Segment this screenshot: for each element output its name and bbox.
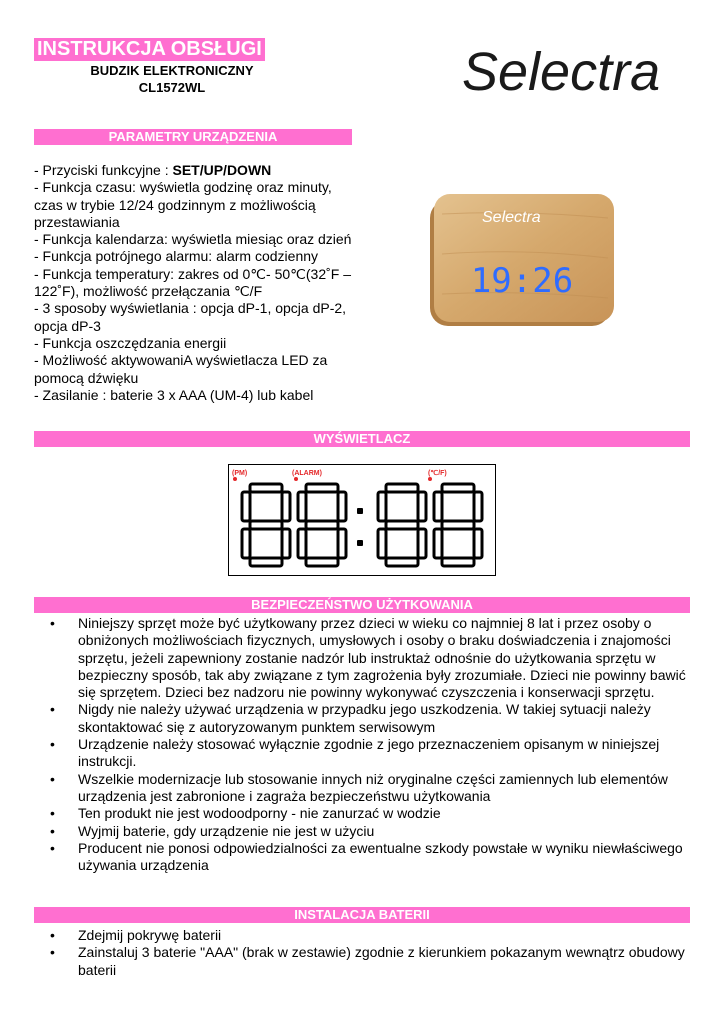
colon-dot-bottom — [357, 540, 363, 546]
bullet-icon: • — [50, 615, 55, 631]
list-item — [50, 944, 690, 979]
param-item — [34, 248, 356, 265]
param-text: - Funkcja temperatury: zakres od 0℃- 50℃(32˚F – 122˚F), możliwość przełączania ℃/F — [34, 265, 352, 300]
digit-4-segment — [434, 492, 442, 521]
digit-4-segment — [474, 529, 482, 558]
params-list — [34, 162, 356, 404]
clock-product-photo — [422, 174, 622, 334]
list-item-text: Wszelkie modernizacje lub stosowanie innych niż oryginalne części zamiennych lub elementów urządzenia jest zabronione i zagraża bezpieczeństwu użytkowania — [78, 770, 668, 804]
safety-list — [50, 615, 690, 874]
param-text: - Funkcja czasu: wyświetla godzinę oraz minuty, czas w trybie 12/24 godzinnym z możliwością przestawiania — [34, 179, 332, 230]
list-item — [50, 701, 690, 736]
digit-2-segment — [306, 484, 338, 492]
param-item — [34, 179, 356, 231]
list-item — [50, 840, 690, 875]
list-item-text: Urządzenie należy stosować wyłącznie zgodnie z jego przeznaczeniem opisanym w niniejszej instrukcji. — [78, 736, 660, 770]
digit-2-segment — [306, 521, 338, 529]
param-item — [34, 162, 356, 179]
unit-dot — [428, 477, 432, 481]
digit-3-segment — [378, 492, 386, 521]
alarm-indicator: (ALARM) — [292, 470, 322, 477]
digit-2-segment — [338, 529, 346, 558]
list-item — [50, 615, 690, 701]
digit-4-segment — [442, 484, 474, 492]
digit-2-segment — [338, 492, 346, 521]
model-number: CL1572WL — [138, 80, 206, 95]
bullet-icon: • — [50, 770, 55, 787]
pm-dot — [233, 477, 237, 481]
param-item — [34, 266, 356, 301]
param-text: - Zasilanie : baterie 3 x AAA (UM-4) lub kabel — [34, 386, 314, 403]
digit-3-segment — [386, 558, 418, 566]
param-item — [34, 231, 356, 248]
digit-1-segment — [282, 492, 290, 521]
document-title: INSTRUKCJA OBSŁUGI — [34, 38, 265, 61]
digit-4-segment — [442, 558, 474, 566]
clock-led-time: 19:26 — [470, 261, 574, 301]
selectra-logo — [462, 40, 688, 102]
digit-1-segment — [250, 484, 282, 492]
display-diagram — [228, 464, 496, 576]
bullet-icon: • — [50, 805, 55, 822]
digit-3-segment — [418, 529, 426, 558]
list-item-text: Nigdy nie należy używać urządzenia w przypadku jego uszkodzenia. W takiej sytuacji należy skontaktować się z autoryzowanym punktem serwisowym — [78, 701, 651, 735]
bullet-icon: • — [50, 736, 55, 753]
bullet-icon: • — [50, 927, 55, 943]
list-item-text: Wyjmij baterie, gdy urządzenie nie jest w użyciu — [78, 822, 375, 839]
list-item-text: Niniejszy sprzęt może być użytkowany przez dzieci w wieku co najmniej 8 lat i przez osoby o obniżonych możliwościach fizycznych, umysłowych i osoby o braku doświadczenia i znajomości sprzętu, jeżeli zapewniony zostanie nadzór lub instruktaż odnośnie do użytkowania sprzętu w bezpieczny sposób, tak aby związane z tym zagrożenia były zrozumiałe. Dzieci nie powinny bawić się sprzętem. Dzieci bez nadzoru nie powinny wykonywać czyszczenia i konserwacji sprzętu. — [78, 615, 686, 701]
param-item — [34, 300, 356, 335]
display-heading: WYŚWIETLACZ — [34, 431, 690, 447]
param-text: - 3 sposoby wyświetlania : opcja dP-1, opcja dP-2, opcja dP-3 — [34, 300, 347, 334]
digit-1-segment — [242, 492, 250, 521]
digit-2-segment — [306, 558, 338, 566]
list-item — [50, 927, 690, 944]
safety-heading: BEZPIECZEŃSTWO UŻYTKOWANIA — [34, 597, 690, 613]
unit-indicator: (℃/F) — [428, 470, 447, 477]
list-item-text: Producent nie ponosi odpowiedzialności za ewentualne szkody powstałe w wyniku niewłaściwego używania urządzenia — [78, 839, 683, 874]
list-item-text: Zdejmij pokrywę baterii — [78, 927, 222, 943]
param-item — [34, 335, 356, 352]
list-item-text: Ten produkt nie jest wodoodporny - nie zanurzać w wodzie — [78, 805, 441, 822]
pm-indicator: (PM) — [232, 470, 248, 477]
document-subtitle: BUDZIK ELEKTRONICZNY — [90, 63, 254, 78]
param-bold-text: SET/UP/DOWN — [172, 162, 272, 178]
param-text: - Funkcja kalendarza: wyświetla miesiąc oraz dzień — [34, 231, 352, 248]
params-heading: PARAMETRY URZĄDZENIA — [34, 129, 352, 145]
param-text: - Funkcja potrójnego alarmu: alarm codzienny — [34, 248, 319, 265]
list-item — [50, 823, 690, 840]
digit-4-segment — [442, 521, 474, 529]
bullet-icon: • — [50, 839, 55, 856]
bullet-icon: • — [50, 944, 55, 961]
param-item — [34, 387, 356, 404]
digit-3-segment — [418, 492, 426, 521]
bullet-icon: • — [50, 701, 55, 718]
digit-3-segment — [386, 484, 418, 492]
logo-wordmark: Selectra — [462, 42, 661, 102]
list-item-text: Zainstaluj 3 baterie "AAA" (brak w zestawie) zgodnie z kierunkiem pokazanym wewnątrz obudowy baterii — [78, 944, 685, 978]
alarm-dot — [294, 477, 298, 481]
colon-dot-top — [357, 508, 363, 514]
param-text: - Możliwość aktywowaniA wyświetlacza LED za pomocą dźwięku — [34, 352, 328, 386]
list-item — [50, 771, 690, 806]
digit-4-segment — [474, 492, 482, 521]
digit-3-segment — [386, 521, 418, 529]
bullet-icon: • — [50, 822, 55, 839]
digit-1-segment — [250, 521, 282, 529]
digit-2-segment — [298, 492, 306, 521]
param-text: - Przyciski funkcyjne : — [34, 162, 173, 178]
battery-heading: INSTALACJA BATERII — [34, 907, 690, 923]
digit-1-segment — [282, 529, 290, 558]
list-item — [50, 736, 690, 771]
clock-brand-label: Selectra — [482, 209, 541, 226]
digit-4-segment — [434, 529, 442, 558]
battery-list — [50, 927, 690, 979]
digit-1-segment — [242, 529, 250, 558]
digit-2-segment — [298, 529, 306, 558]
digit-1-segment — [250, 558, 282, 566]
param-text: - Funkcja oszczędzania energii — [34, 334, 227, 351]
list-item — [50, 805, 690, 822]
param-item — [34, 352, 356, 387]
digit-3-segment — [378, 529, 386, 558]
